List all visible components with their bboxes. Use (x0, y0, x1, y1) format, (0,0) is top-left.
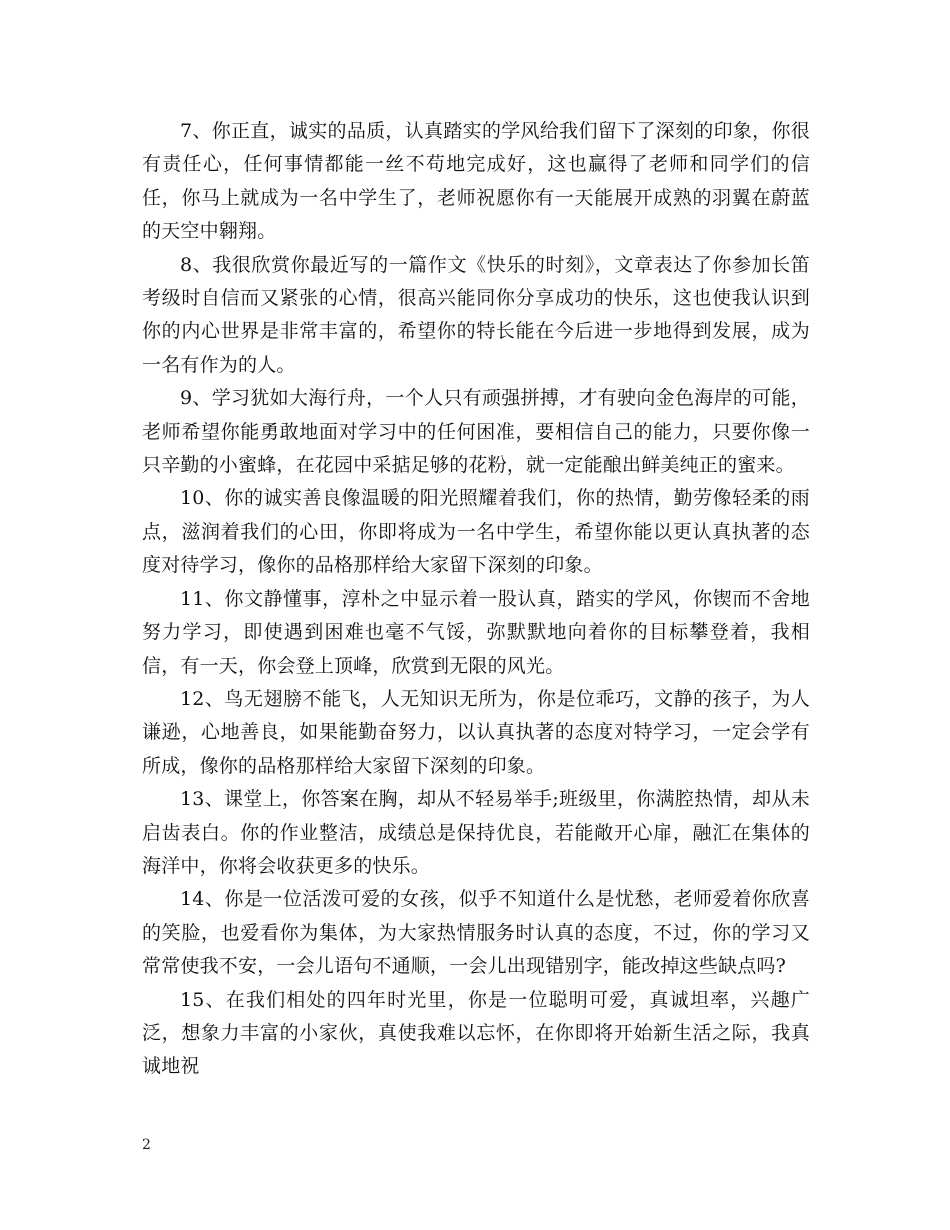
paragraph-13: 13、课堂上，你答案在胸，却从不轻易举手;班级里，你满腔热情，却从未启齿表白。你的作业整洁，成绩总是保持优良，若能敞开心扉，融汇在集体的海洋中，你将会收获更多的快乐。 (142, 788, 810, 877)
page-number: 2 (142, 1137, 151, 1153)
paragraph-12: 12、鸟无翅膀不能飞，人无知识无所为，你是位乖巧，文静的孩子，为人谦逊，心地善良，如果能勤奋努力，以认真执著的态度对特学习，一定会学有所成，像你的品格那样给大家留下深刻的印象。 (142, 687, 810, 777)
paragraph-15: 15、在我们相处的四年时光里，你是一位聪明可爱，真诚坦率，兴趣广泛，想象力丰富的小家伙，真使我难以忘怀，在你即将开始新生活之际，我真诚地祝 (142, 988, 810, 1078)
paragraph-8: 8、我很欣赏你最近写的一篇作文《快乐的时刻》，文章表达了你参加长笛考级时自信而又紧张的心情，很高兴能同你分享成功的快乐，这也使我认识到你的内心世界是非常丰富的，希望你的特长能在今后进一步地得到发展，成为一名有作为的人。 (142, 253, 810, 376)
paragraph-9: 9、学习犹如大海行舟，一个人只有顽强拼搏，才有驶向金色海岸的可能，老师希望你能勇敢地面对学习中的任何困准，要相信自己的能力，只要你像一只辛勤的小蜜蜂，在花园中采掂足够的花粉，就一定能酿出鲜美纯正的蜜来。 (142, 387, 810, 477)
paragraph-11: 11、你文静懂事，淳朴之中显示着一股认真，踏实的学风，你锲而不舍地努力学习，即使遇到困难也毫不气馁，弥默默地向着你的目标攀登着，我相信，有一天，你会登上顶峰，欣赏到无限的风光。 (142, 587, 810, 677)
paragraph-14: 14、你是一位活泼可爱的女孩，似乎不知道什么是忧愁，老师爱着你欣喜的笑脸，也爱看你为集体，为大家热情服务时认真的态度，不过，你的学习又常常使我不安，一会儿语句不通顺，一会儿出现错别字，能改掉这些缺点吗? (142, 888, 810, 978)
paragraph-10: 10、你的诚实善良像温暖的阳光照耀着我们，你的热情，勤劳像轻柔的雨点，滋润着我们的心田，你即将成为一名中学生，希望你能以更认真执著的态度对待学习，像你的品格那样给大家留下深刻的印象。 (142, 487, 810, 577)
paragraph-7: 7、你正直，诚实的品质，认真踏实的学风给我们留下了深刻的印象，你很有责任心，任何事情都能一丝不苟地完成好，这也赢得了老师和同学们的信任，你马上就成为一名中学生了，老师祝愿你有一天能展开成熟的羽翼在蔚蓝的天空中翱翔。 (142, 120, 810, 243)
document-body (142, 115, 810, 1084)
